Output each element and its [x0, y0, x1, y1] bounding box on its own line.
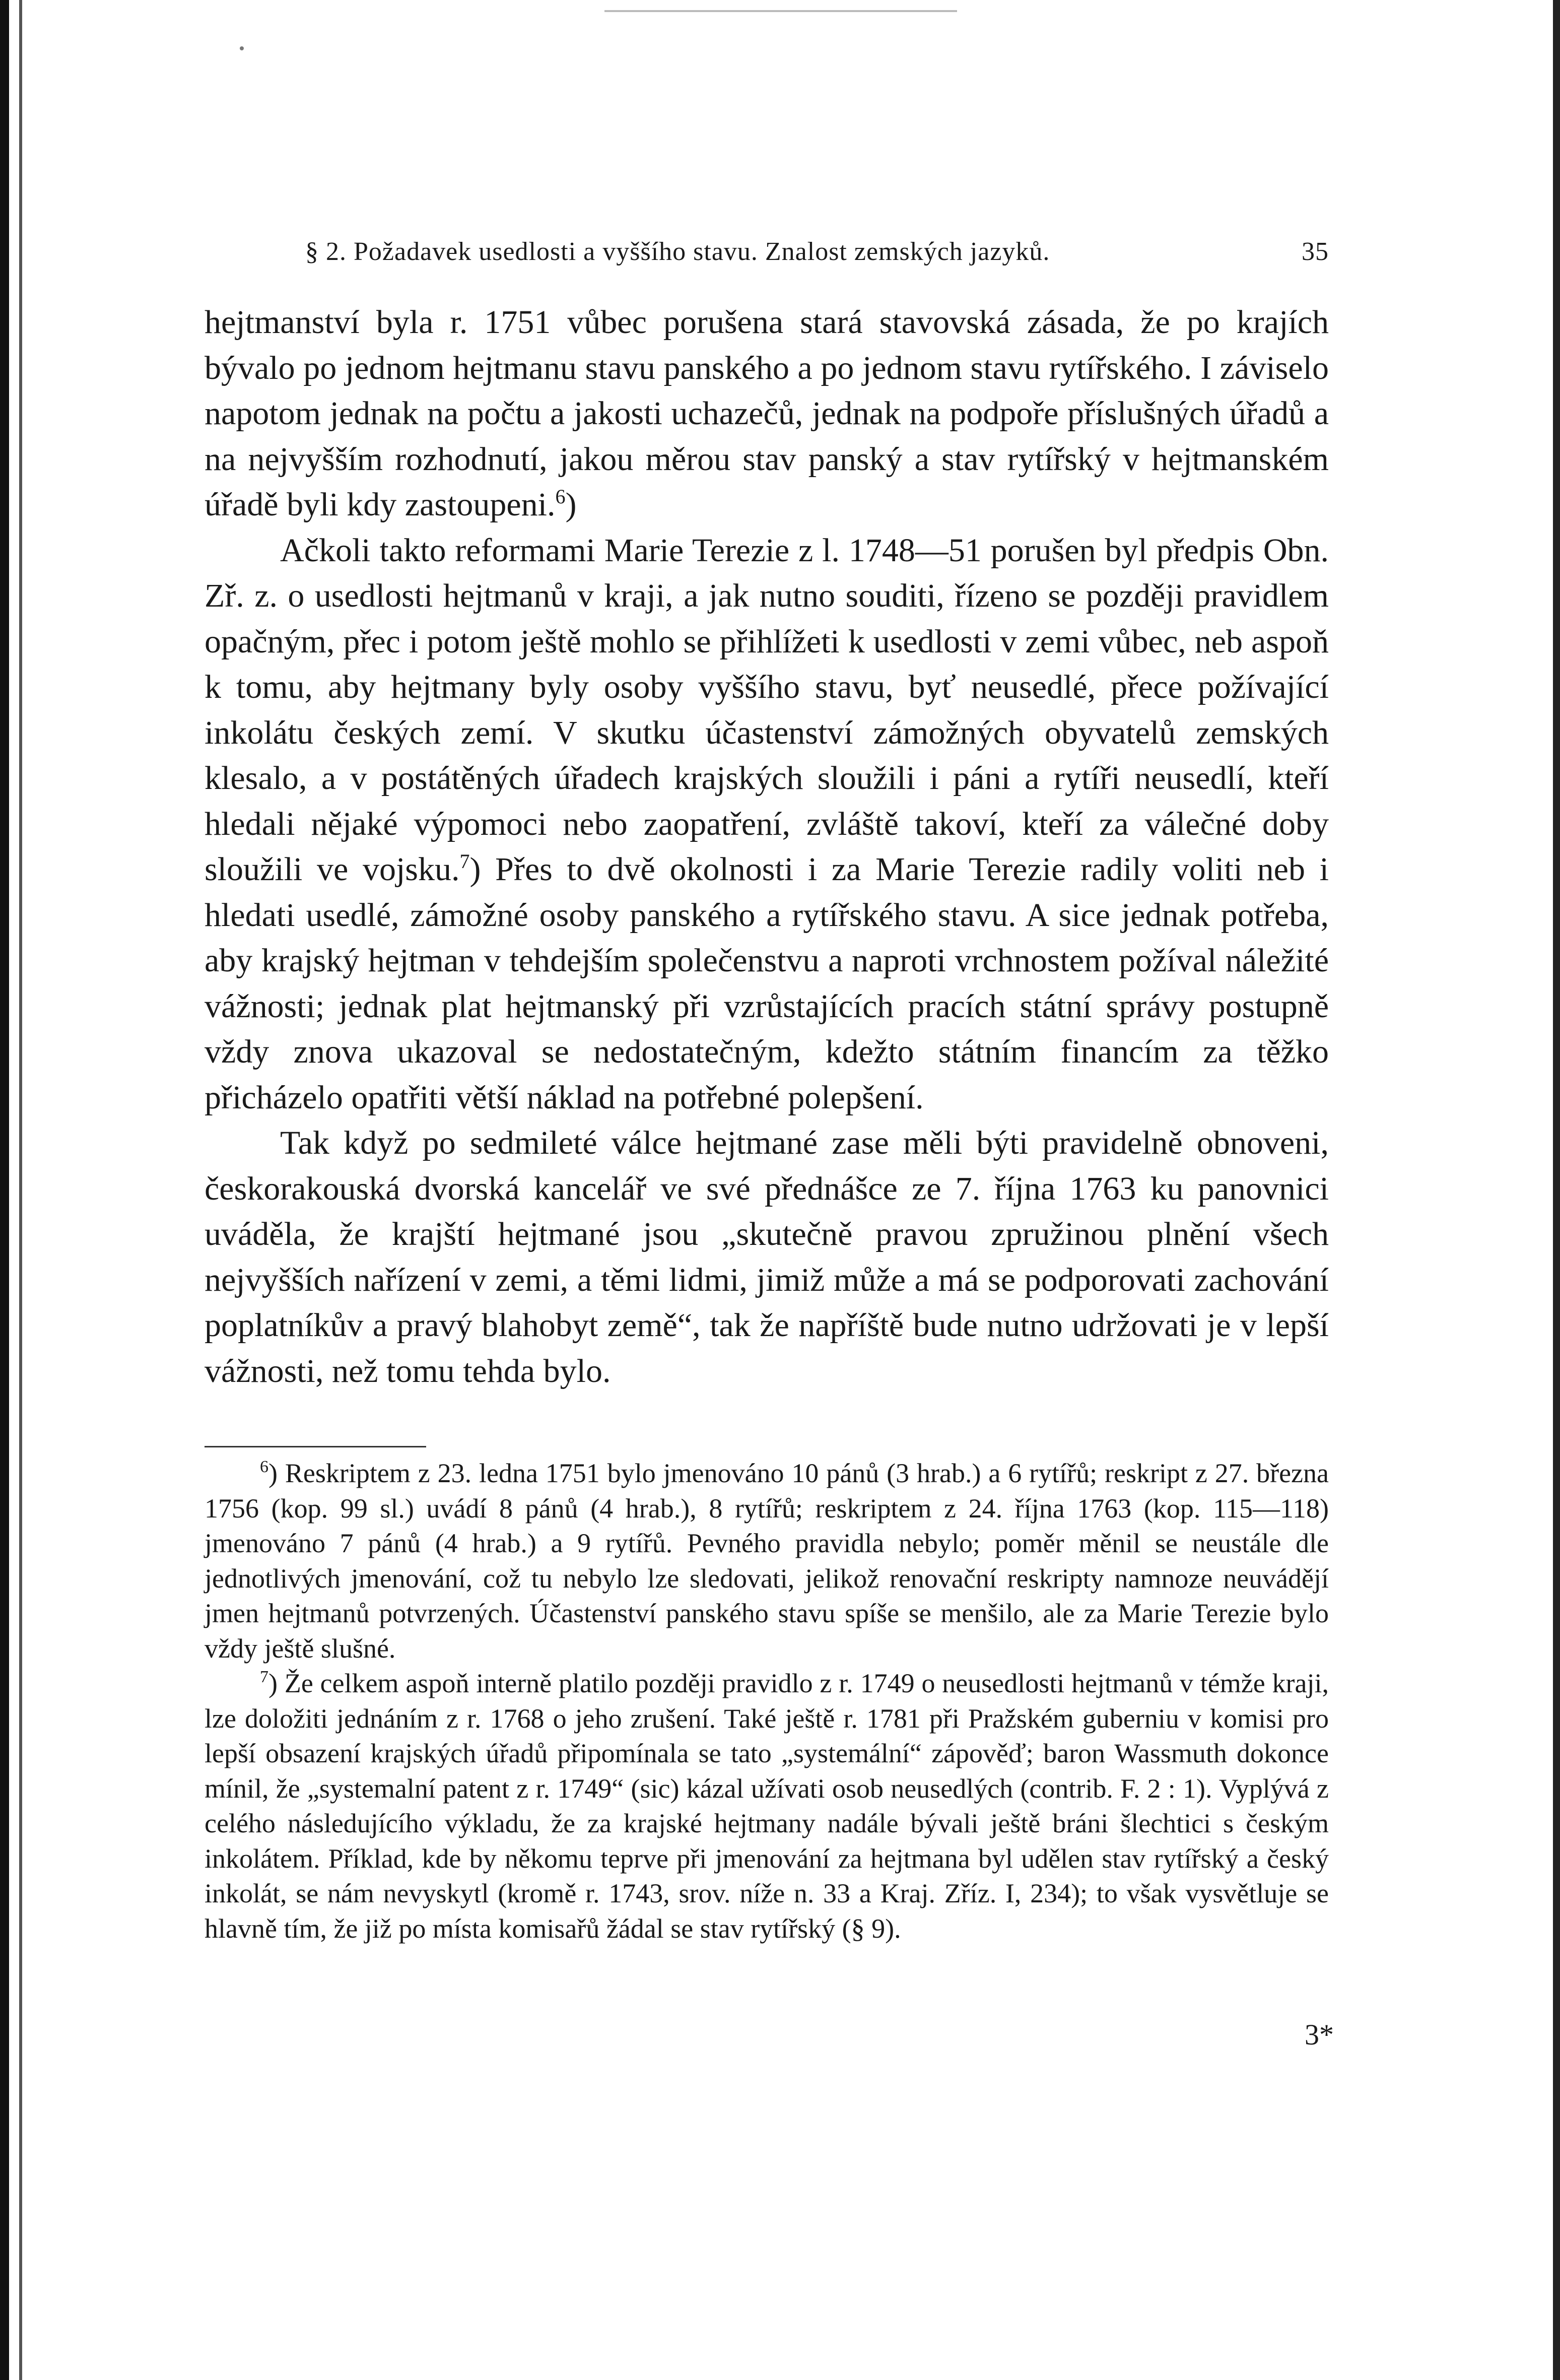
footnote-ref-6: 6 — [555, 485, 566, 508]
body-text — [205, 300, 1329, 1394]
footnote-6-text: ) Reskriptem z 23. ledna 1751 bylo jmenováno 10 pánů (3 hrab.) a 6 rytířů; reskript z 27. března 1756 (kop. 99 sl.) uvádí 8 pánů (4 hrab.), 8 rytířů; reskriptem z 24. října 1763 (kop. 115—118) jmenováno 7 pánů (4 hrab.) a 9 rytířů. Pevného pravidla nebylo; poměr měnil se neustále dle jednotlivých jmenování, což tu nebylo lze sledovati, jelikož renovační reskripty namnoze neuvádějí jmen hejtmanů potvrzených. Účastenství panského stavu spíše se menšilo, ale za Marie Terezie bylo vždy ještě slušné. — [205, 1458, 1329, 1664]
footnote-7-text: ) Že celkem aspoň interně platilo později pravidlo z r. 1749 o neusedlosti hejtmanů v témže kraji, lze doložiti jednáním z r. 1768 o jeho zrušení. Také ještě r. 1781 při Pražském guberniu v komisi pro lepší obsazení krajských úřadů připomínala se tato „systemální“ zápověď; baron Wassmuth dokonce mínil, že „systemalní patent z r. 1749“ (sic) kázal užívati osob neusedlých (contrib. F. 2 : 1). Vyplývá z celého následujícího výkladu, že za krajské hejtmany nadále bývali ještě bráni šlechtici s českým inkolátem. Příklad, kde by někomu teprve při jmenování za hejtmana byl udělen stav rytířský a český inkolát, se nám nevyskytl (kromě r. 1743, srov. níže n. 33 a Kraj. Zříz. I, 234); to však vysvětluje se hlavně tím, že již po místa komisařů žádal se stav rytířský (§ 9). — [205, 1668, 1329, 1944]
paragraph-3 — [205, 1120, 1329, 1394]
page-edge-right — [1553, 0, 1560, 2380]
running-head — [205, 237, 1329, 277]
page-edge-left — [0, 0, 9, 2380]
paragraph-1-suffix: ) — [565, 486, 577, 523]
paragraph-2-text-b: ) Přes to dvě okolnosti i za Marie Terezie radily voliti neb i hledati usedlé, zámožné osoby panského a rytířského stavu. A sice jednak potřeba, aby krajský hejtman v tehdejším společenstvu a naproti vrchnostem požíval náležité vážnosti; jednak plat hejtmanský při vzrůstajících pracích státní správy postupně vždy znova ukazoval se nedostatečným, kdežto státním financím za těžko přicházelo opatřiti větší náklad na potřebné polepšení. — [205, 851, 1329, 1116]
signature-mark: 3* — [1305, 2018, 1334, 2051]
paragraph-1 — [205, 300, 1329, 528]
footnote-7 — [205, 1666, 1329, 1946]
page-edge-left-inner — [19, 0, 22, 2380]
scan-top-mark — [604, 10, 957, 12]
footnote-6-marker: 6 — [260, 1458, 268, 1476]
running-head-title: § 2. Požadavek usedlosti a vyššího stavu. Znalost zemských jazyků. — [305, 237, 1050, 266]
footnote-separator — [205, 1446, 426, 1447]
footnote-ref-7: 7 — [459, 850, 470, 873]
scan-dot-mark — [240, 46, 244, 50]
paragraph-1-text: hejtmanství byla r. 1751 vůbec porušena stará stavovská zásada, že po krajích bývalo po jednom hejtmanu stavu panského a po jednom stavu rytířského. I záviselo napotom jednak na počtu a jakosti uchazečů, jednak na podpoře příslušných úřadů a na nejvyšším rozhodnutí, jakou měrou stav panský a stav rytířský v hejtmanském úřadě byli kdy zastoupeni. — [205, 304, 1329, 523]
footnote-7-marker: 7 — [260, 1668, 268, 1686]
footnotes — [205, 1456, 1329, 1946]
paragraph-2 — [205, 528, 1329, 1121]
paragraph-2-text-a: Ačkoli takto reformami Marie Terezie z l. 1748—51 porušen byl předpis Obn. Zř. z. o usedlosti hejtmanů v kraji, a jak nutno souditi, řízeno se později pravidlem opačným, přec i potom ještě mohlo se přihlížeti k usedlosti v zemi vůbec, neb aspoň k tomu, aby hejtmany byly osoby vyššího stavu, byť neusedlé, přece požívající inkolátu českých zemí. V skutku účastenství zámožných obyvatelů zemských klesalo, a v postátěných úřadech krajských sloužili i páni a rytíři neusedlí, kteří hledali nějaké výpomoci nebo zaopatření, zvláště takoví, kteří za válečné doby sloužili ve vojsku. — [205, 532, 1329, 888]
paragraph-3-text: Tak když po sedmileté válce hejtmané zase měli býti pravidelně obnoveni, českorakouská dvorská kancelář ve své přednášce ze 7. října 1763 ku panovnici uváděla, že krajští hejtmané jsou „skutečně pravou zpružinou plnění všech nejvyšších nařízení v zemi, a těmi lidmi, jimiž může a má se podporovati zachování poplatníkův a pravý blahobyt země“, tak že napříště bude nutno udržovati je v lepší vážnosti, než tomu tehda bylo. — [205, 1125, 1329, 1390]
footnote-6 — [205, 1456, 1329, 1666]
page-number: 35 — [1302, 237, 1329, 266]
